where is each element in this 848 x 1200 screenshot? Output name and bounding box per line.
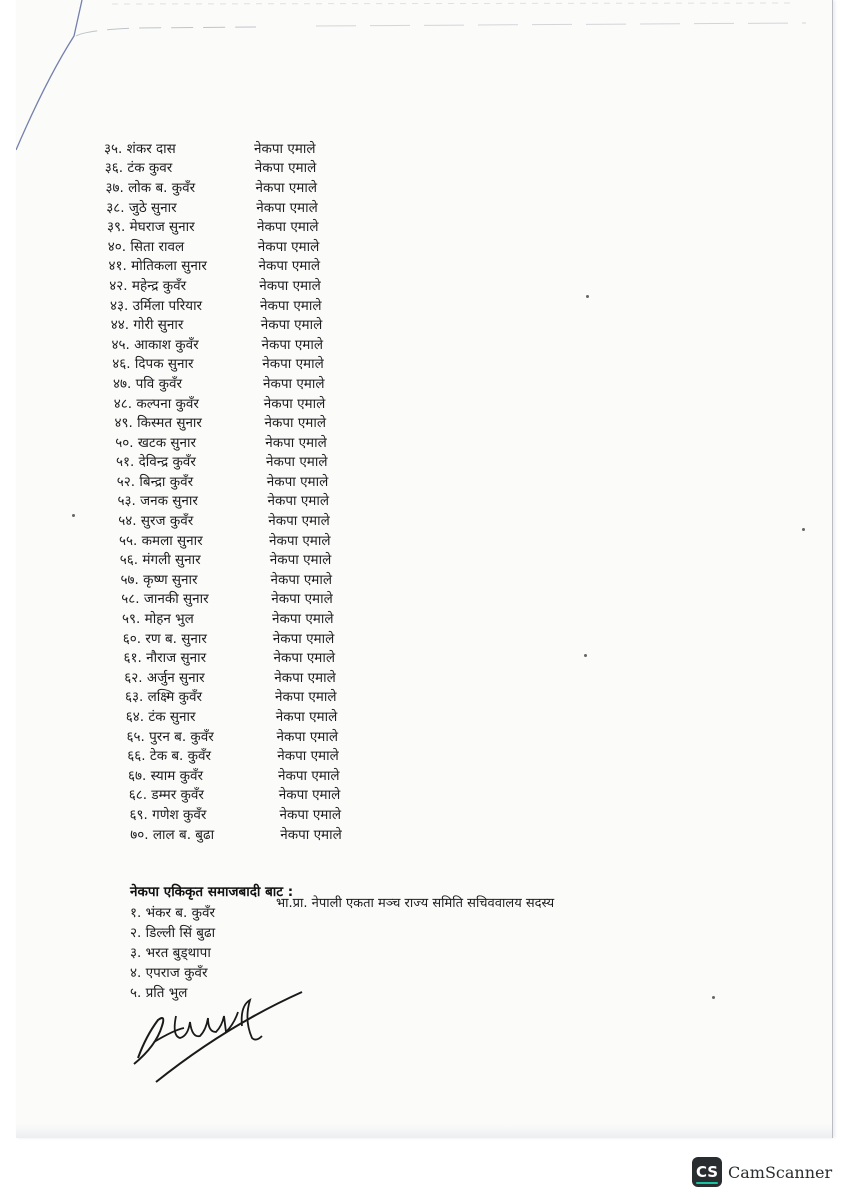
member-name-text: मोतिकला सुनार — [131, 258, 207, 275]
member-party: नेकपा एमाले — [278, 767, 340, 784]
member-name — [127, 746, 277, 764]
member-name-text: बिन्द्रा कुवँर — [139, 473, 194, 490]
scan-speck — [586, 295, 589, 298]
section-member-name-text: प्रति भुल — [145, 985, 188, 1001]
scan-speck — [584, 654, 587, 657]
member-number: ६०. — [122, 630, 142, 647]
member-number: ५३. — [117, 493, 136, 510]
signature-icon — [116, 986, 316, 1086]
member-party: नेकपा एमाले — [258, 258, 321, 275]
member-row — [128, 765, 444, 785]
member-number: ३८. — [106, 199, 125, 216]
member-row — [121, 589, 444, 609]
member-name-text: कल्पना कुवँर — [136, 395, 199, 412]
member-number: ३७. — [105, 179, 124, 196]
member-name — [117, 472, 267, 490]
member-name-text: मोहन भुल — [144, 611, 194, 628]
section-member-name-text: डिल्ली सिं बुढा — [145, 925, 216, 941]
member-name — [115, 433, 265, 451]
member-row — [115, 412, 445, 432]
member-name-text: डम्मर कुवँर — [151, 787, 204, 804]
member-list — [104, 138, 444, 843]
member-number: ६६. — [127, 748, 146, 765]
member-party: नेकपा एमाले — [266, 473, 329, 490]
member-number: ४२. — [109, 277, 128, 294]
member-party: नेकपा एमाले — [262, 356, 324, 373]
member-name-text: गणेश कुवँर — [152, 806, 207, 823]
member-name — [129, 785, 279, 803]
section-member-number: ५. — [130, 985, 142, 1001]
member-party: नेकपा एमाले — [260, 297, 322, 314]
section-member-number: ४. — [130, 965, 142, 981]
member-row — [124, 667, 444, 687]
scan-speck — [802, 528, 805, 531]
member-number: ५४. — [118, 513, 137, 530]
member-row — [125, 687, 444, 707]
member-number: ४४. — [110, 317, 130, 334]
member-row — [126, 706, 444, 726]
member-number: ५०. — [115, 434, 134, 451]
page-fold-edge-icon — [16, 0, 832, 160]
member-row — [129, 785, 444, 805]
member-party: नेकपा एमाले — [273, 650, 336, 667]
member-name — [115, 413, 265, 431]
member-party: नेकपा एमाले — [264, 415, 327, 432]
member-party: नेकपा एमाले — [280, 826, 342, 843]
member-name — [122, 609, 272, 627]
member-name — [120, 550, 270, 568]
member-party: नेकपा एमाले — [274, 669, 336, 686]
scan-speck — [72, 514, 75, 517]
member-row — [117, 471, 444, 491]
member-number: ५६. — [119, 552, 139, 569]
member-number: ३६. — [104, 160, 124, 177]
member-row — [112, 354, 444, 374]
member-number: ४९. — [114, 415, 133, 432]
member-row — [123, 628, 444, 648]
member-name — [106, 198, 256, 216]
member-party: नेकपा एमाले — [269, 552, 332, 569]
member-name-text: उर्मिला परियार — [132, 297, 203, 314]
member-number: ७०. — [130, 826, 149, 843]
member-row — [118, 491, 445, 511]
member-row — [106, 177, 445, 197]
camscanner-watermark — [692, 1157, 832, 1187]
member-name — [130, 825, 280, 843]
member-party: नेकपा एमाले — [272, 630, 335, 647]
member-name-text: सिता रावल — [130, 238, 185, 255]
member-row — [127, 745, 444, 765]
member-party: नेकपा एमाले — [278, 787, 341, 804]
member-party: नेकपा एमाले — [267, 493, 330, 510]
member-party: नेकपा एमाले — [275, 709, 338, 726]
member-name-text: लक्ष्मि कुवँर — [147, 689, 203, 706]
member-name-text: लाल ब. बुढा — [152, 826, 215, 843]
member-number: ४३. — [110, 297, 129, 314]
member-party: नेकपा एमाले — [275, 689, 337, 706]
page-bottom-shadow — [16, 1124, 832, 1138]
member-name — [108, 237, 258, 255]
camscanner-label: CamScanner — [728, 1162, 833, 1182]
member-party: नेकपा एमाले — [254, 140, 316, 157]
member-name-text: कमला सुनार — [141, 532, 203, 549]
member-name — [118, 511, 268, 529]
member-number: ६५. — [126, 728, 145, 745]
section-member-name — [130, 923, 276, 941]
member-number: ६३. — [125, 689, 144, 706]
member-name-text: मंगली सुनार — [142, 552, 201, 569]
member-name — [124, 668, 274, 686]
section-member-role: भा.प्रा. नेपाली एकता मञ्च राज्य समिति सचिववालय सदस्य — [276, 896, 555, 911]
member-name-text: अर्जुन सुनार — [146, 669, 205, 686]
member-name-text: शंकर दास — [126, 140, 176, 157]
member-name — [105, 158, 255, 176]
section-member-row — [130, 942, 690, 962]
member-name-text: सुरज कुवँर — [140, 513, 194, 530]
member-number: ६९. — [129, 806, 148, 823]
member-number: ६२. — [124, 669, 143, 686]
member-name-text: स्याम कुवँर — [150, 767, 203, 784]
member-row — [107, 216, 444, 236]
member-name — [127, 727, 277, 745]
member-number: ४०. — [107, 238, 127, 255]
member-number: ५५. — [119, 532, 138, 549]
member-party: नेकपा एमाले — [279, 806, 342, 823]
member-name — [121, 589, 271, 607]
member-name — [128, 766, 278, 784]
member-row — [104, 138, 444, 158]
member-row — [109, 275, 444, 295]
member-row — [106, 197, 444, 217]
member-party: नेकपा एमाले — [266, 454, 328, 471]
member-row — [119, 530, 444, 550]
member-number: ६८. — [128, 787, 148, 804]
member-name — [109, 276, 259, 294]
member-name-text: टंक कुवर — [127, 160, 173, 177]
member-number: ४६. — [112, 356, 131, 373]
section-member-number: २. — [130, 925, 142, 941]
member-row — [116, 452, 444, 472]
camscanner-logo-icon: CS — [692, 1157, 722, 1187]
member-name — [116, 452, 266, 470]
section-member-name — [130, 963, 276, 981]
member-name — [110, 296, 260, 314]
member-party: नेकपा एमाले — [255, 179, 318, 196]
member-number: ५७. — [120, 571, 139, 588]
member-name-text: रण ब. सुनार — [145, 630, 207, 647]
member-name-text: जानकी सुनार — [143, 591, 209, 608]
member-number: ३९. — [107, 219, 126, 236]
member-name-text: गोरी सुनार — [133, 317, 184, 334]
member-name-text: पुरन ब. कुवँर — [149, 728, 214, 745]
member-name-text: दिपक सुनार — [134, 356, 194, 373]
section-member-row — [130, 962, 690, 982]
member-name-text: महेन्द्र कुवँर — [131, 277, 187, 294]
member-name-text: देविन्द्र कुवँर — [138, 454, 196, 471]
member-number: ४८. — [113, 395, 133, 412]
member-party: नेकपा एमाले — [265, 434, 327, 451]
member-name-text: जनक सुनार — [140, 493, 198, 510]
member-name-text: किस्मत सुनार — [137, 415, 202, 432]
member-row — [118, 510, 444, 530]
member-party: नेकपा एमाले — [268, 513, 330, 530]
member-name-text: आकाश कुवँर — [134, 336, 199, 353]
member-name — [124, 648, 274, 666]
member-name-text: खटक सुनार — [137, 434, 197, 451]
member-row — [108, 236, 444, 256]
member-name — [112, 335, 262, 353]
member-row — [112, 334, 445, 354]
member-party: नेकपा एमाले — [270, 571, 333, 588]
member-row — [110, 295, 444, 315]
member-row — [115, 432, 444, 452]
member-party: नेकपा एमाले — [256, 199, 318, 216]
section-member-row — [130, 896, 690, 922]
member-party: नेकपा एमाले — [263, 395, 326, 412]
member-number: ६७. — [128, 767, 147, 784]
member-number: ५९. — [122, 611, 141, 628]
section-member-name — [130, 943, 276, 961]
member-name — [126, 707, 276, 725]
member-name-text: नौराज सुनार — [146, 650, 207, 667]
member-party: नेकपा एमाले — [271, 591, 333, 608]
member-party: नेकपा एमाले — [259, 277, 321, 294]
member-name — [123, 629, 273, 647]
section-member-name — [130, 903, 276, 921]
member-name — [119, 531, 269, 549]
scan-speck — [712, 996, 715, 999]
member-party: नेकपा एमाले — [276, 728, 339, 745]
member-name-text: टंक सुनार — [148, 709, 196, 726]
member-row — [122, 608, 444, 628]
document-page — [16, 0, 833, 1138]
member-row — [105, 158, 444, 178]
member-row — [114, 393, 444, 413]
member-party: नेकपा एमाले — [263, 375, 325, 392]
member-number: ६१. — [123, 650, 142, 667]
member-row — [121, 569, 445, 589]
member-party: नेकपा एमाले — [257, 219, 319, 236]
member-name-text: जुठे सुनार — [128, 199, 177, 216]
section-member-row — [130, 922, 690, 942]
member-name — [125, 687, 275, 705]
member-row — [124, 647, 445, 667]
member-number: ६४. — [125, 709, 145, 726]
member-name-text: टेक ब. कुवँर — [149, 748, 212, 765]
member-party: नेकपा एमाले — [277, 748, 339, 765]
member-row — [111, 314, 444, 334]
member-row — [113, 373, 444, 393]
member-name — [111, 315, 261, 333]
member-party: नेकपा एमाले — [272, 611, 334, 628]
member-name — [109, 256, 259, 274]
section-member-name-text: भरत बुड्थापा — [145, 945, 211, 961]
member-party: नेकपा एमाले — [260, 317, 323, 334]
member-name-text: पवि कुवँर — [135, 375, 182, 392]
section-member-number: ३. — [130, 945, 142, 961]
member-number: ४१. — [108, 258, 127, 275]
member-name — [106, 178, 256, 196]
member-name-text: मेघराज सुनार — [129, 219, 195, 236]
socialist-section — [130, 882, 690, 1002]
member-party: नेकपा एमाले — [254, 160, 317, 177]
section-member-name-text: भंकर ब. कुवँर — [145, 905, 215, 921]
member-name — [118, 491, 268, 509]
member-number: ५८. — [121, 591, 140, 608]
member-party: नेकपा एमाले — [257, 238, 320, 255]
member-row — [127, 726, 445, 746]
member-row — [130, 804, 445, 824]
member-name-text: कृष्ण सुनार — [143, 571, 198, 588]
member-name — [121, 570, 271, 588]
member-number: ५२. — [116, 473, 136, 490]
member-number: ४७. — [113, 375, 132, 392]
member-name — [130, 805, 280, 823]
member-name — [107, 217, 257, 235]
member-number: ३५. — [104, 140, 123, 157]
member-row — [120, 549, 444, 569]
member-name — [104, 139, 254, 157]
member-row — [130, 824, 444, 844]
member-name — [113, 374, 263, 392]
member-number: ४५. — [111, 336, 130, 353]
member-name — [114, 394, 264, 412]
section-member-number: १. — [130, 905, 142, 921]
member-name-text: लोक ब. कुवँर — [128, 179, 196, 196]
section-member-name-text: एपराज कुवँर — [145, 965, 208, 981]
section-title: नेकपा एकिकृत समाजबादी बाट : — [130, 884, 294, 900]
member-party: नेकपा एमाले — [269, 532, 331, 549]
member-name — [112, 354, 262, 372]
member-row — [109, 256, 445, 276]
member-party: नेकपा एमाले — [261, 336, 324, 353]
member-number: ५१. — [116, 454, 135, 471]
